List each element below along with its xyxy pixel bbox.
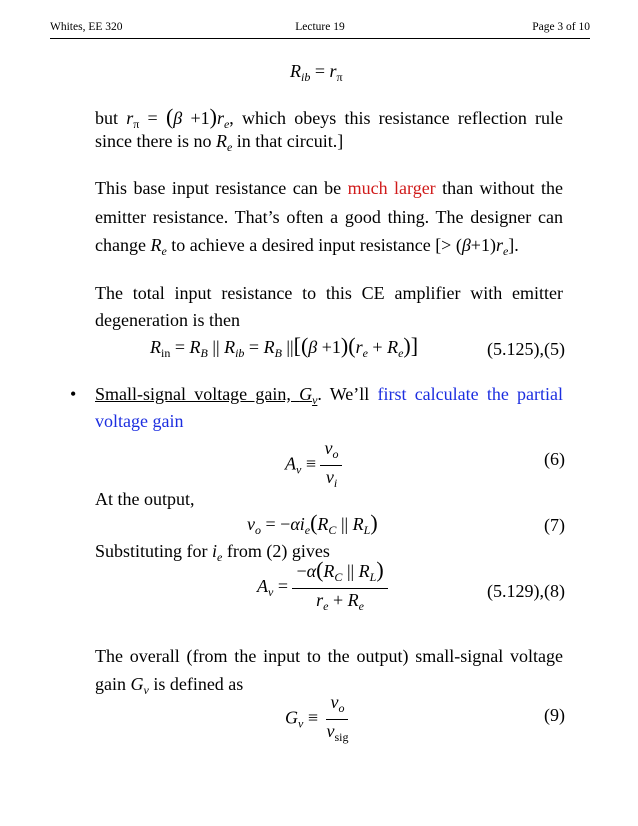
equation-number-9: (9) — [544, 705, 565, 725]
text-line-but: but $r_\pi = (\beta +1)r_e$, which obeys this resistance reflection rule — [95, 104, 564, 131]
text-line-base-input: This base input resistance can be much larger than without the — [95, 178, 563, 198]
equation-av-definition: $A_v$ ≡ $\frac{v_o}{v_i}$ — [285, 438, 342, 493]
header-course: Whites, EE 320 — [50, 21, 123, 33]
text-line-total-input: The total input resistance to this CE amplifier with emitter — [95, 283, 563, 303]
text-line-voltage-gain: voltage gain — [95, 411, 184, 431]
text-line-gain-defined: gain $G_v$ is defined as — [95, 674, 244, 697]
header-page-number: Page 3 of 10 — [532, 21, 590, 33]
text-line-since: since there is no $R_e$ in that circuit.] — [95, 131, 344, 154]
highlight-much-larger: much larger — [347, 178, 436, 198]
text-line-overall-gain: The overall (from the input to the output) small-signal voltage — [95, 646, 563, 666]
equation-number-7: (7) — [544, 515, 565, 535]
text-line-substituting: Substituting for $i_e$ from (2) gives — [95, 541, 330, 564]
equation-number-rin: (5.125),(5) — [487, 339, 565, 359]
text-line-voltage-gain-heading: Small-signal voltage gain, $G_v$. We’ll first calculate the partial — [95, 384, 563, 407]
text-line-emitter-resistance: emitter resistance. That’s often a good thing. The designer can — [95, 207, 563, 227]
text-line-at-output: At the output, — [95, 489, 195, 509]
equation-gv-definition: $G_v$ ≡ $\frac{v_o}{v_{sig}}$ — [285, 692, 349, 744]
bullet-icon: • — [70, 384, 77, 404]
equation-av-result: $A_v$ = $\frac{-\alpha(R_C || R_L)}{r_e + R_e}$ — [257, 560, 388, 616]
equation-rin: $R_{in} = R_B$ || $R_{ib} = R_B$ $||[(\beta +1)(r_e + R_e)]$ — [150, 333, 419, 360]
page-header — [50, 21, 590, 37]
header-lecture: Lecture 19 — [295, 21, 345, 33]
equation-number-6: (6) — [544, 449, 565, 469]
equation-rib: $R_{ib} = r_\pi$ — [290, 61, 343, 84]
equation-number-8: (5.129),(8) — [487, 581, 565, 601]
equation-vo: $v_o = -\alpha i_e(R_C$ || $R_L$) — [247, 510, 378, 537]
text-line-degeneration: degeneration is then — [95, 310, 240, 330]
header-rule — [50, 38, 590, 39]
text-line-change-re: change $R_e$ to achieve a desired input resistance [> $(\beta+1)r_e$]. — [95, 235, 519, 258]
heading-small-signal-gain: Small-signal voltage gain, — [95, 384, 300, 404]
